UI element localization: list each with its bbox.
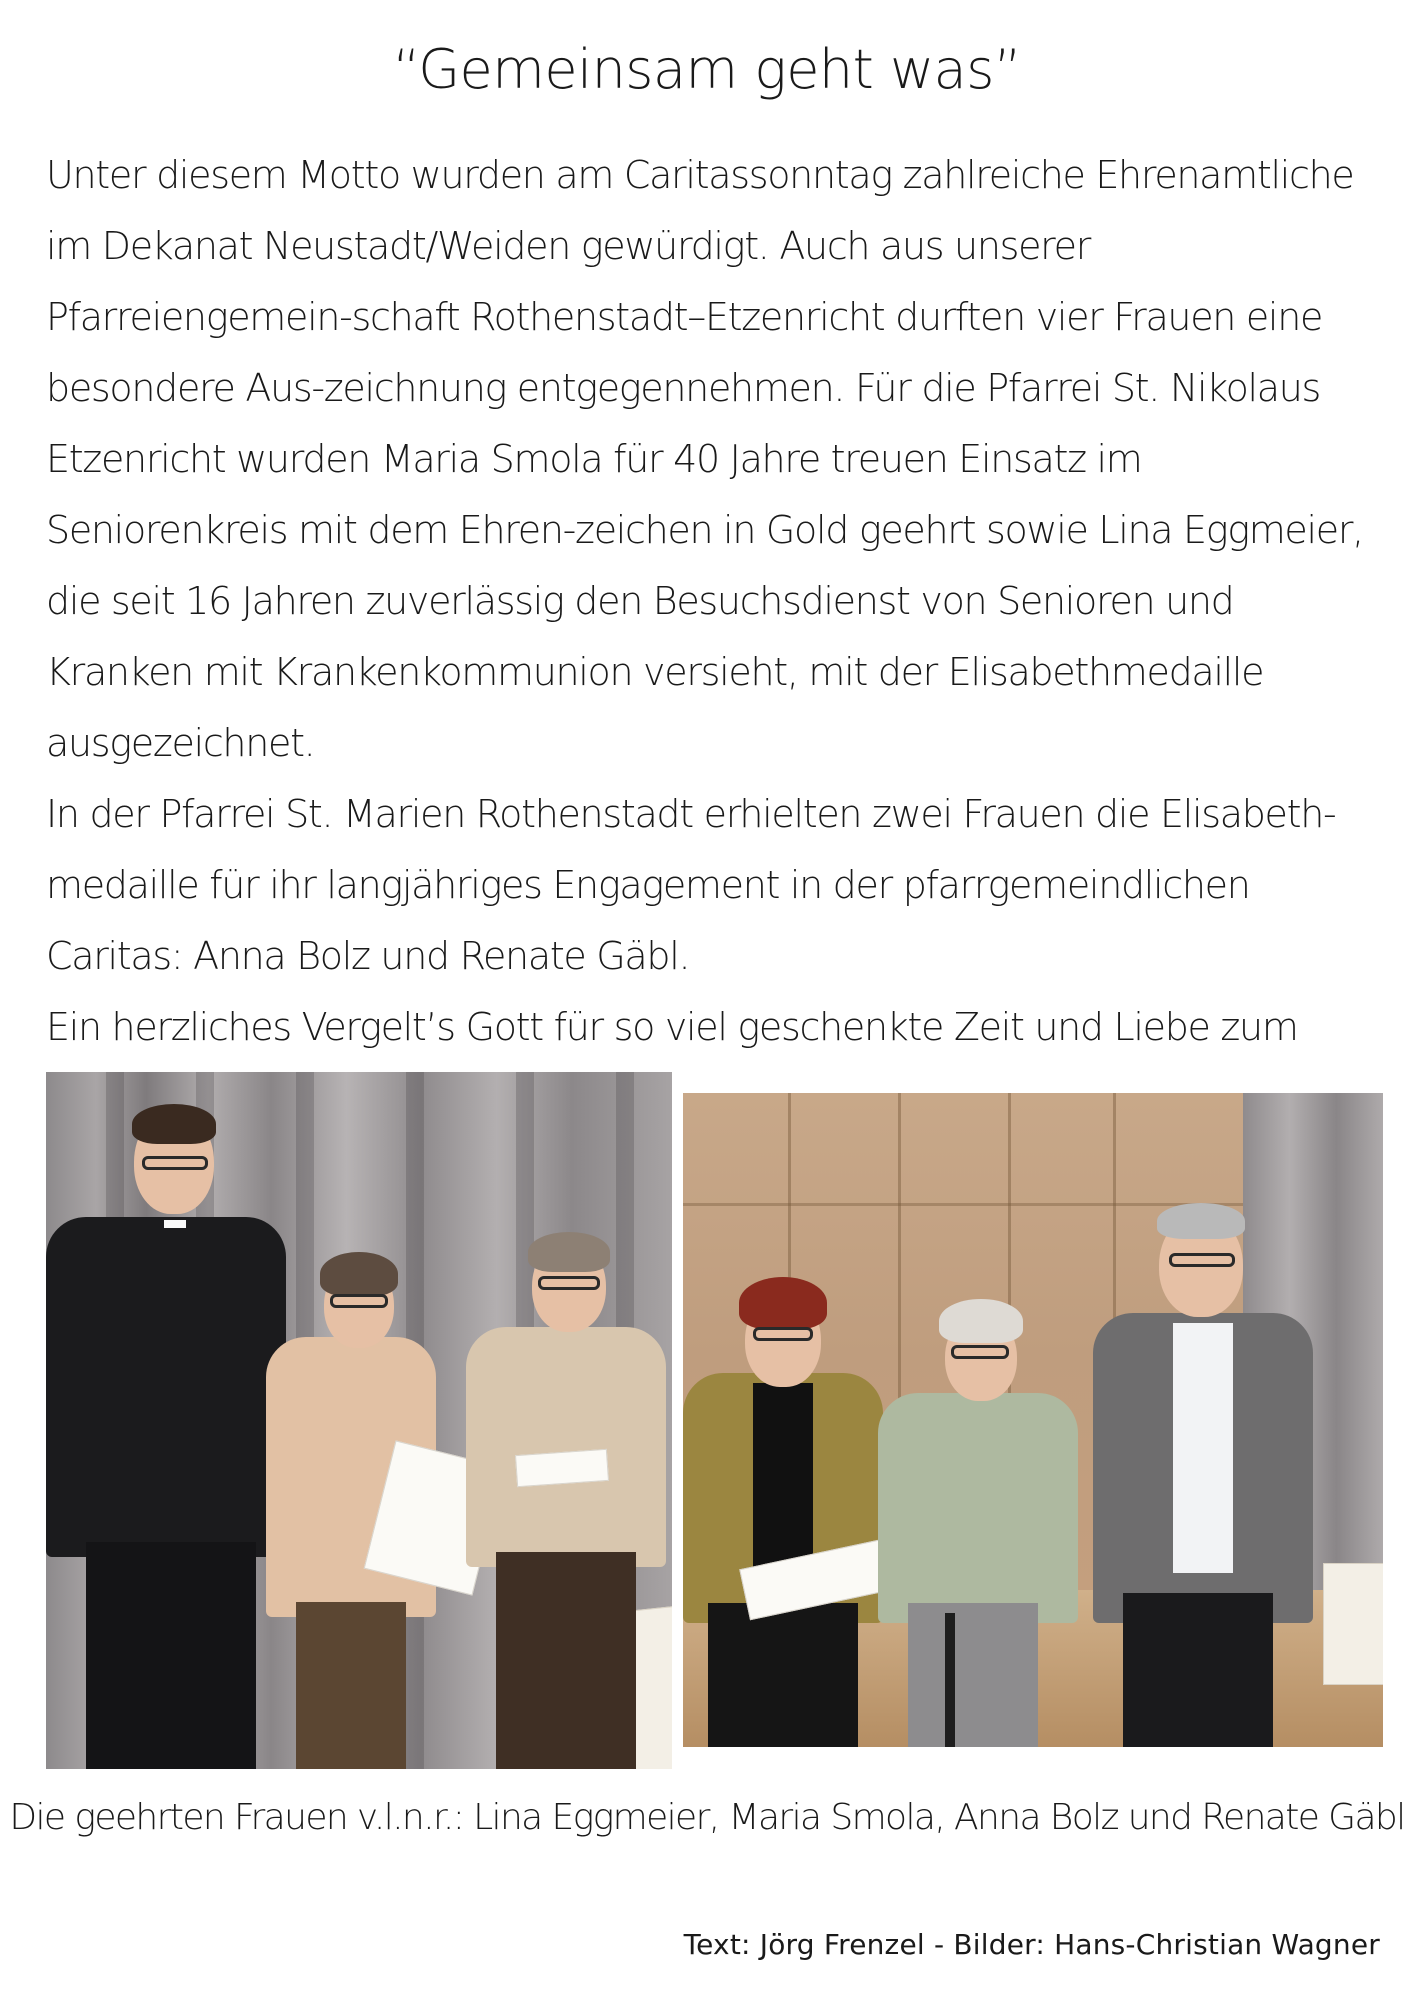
credits: Text: Jörg Frenzel - Bilder: Hans-Christian Wagner [683, 1928, 1380, 1961]
article-paragraph: In der Pfarrei St. Marien Rothenstadt erhielten zwei Frauen die Elisabeth-medaille für ihr langjähriges Engagement in der pfarrgemeindlichen Caritas: Anna Bolz und Renate Gäbl. [46, 792, 1336, 978]
article-body [46, 140, 1376, 1134]
page-title: “Gemeinsam geht was” [392, 38, 1022, 101]
photo-left [46, 1072, 672, 1769]
article-paragraph: Ein herzliches Vergelt’s Gott für so viel geschenkte Zeit und Liebe zum [46, 1005, 1298, 1049]
photo-caption: Die geehrten Frauen v.l.n.r.: Lina Eggmeier, Maria Smola, Anna Bolz und Renate Gäbl [9, 1797, 1405, 1838]
photo-right [683, 1093, 1383, 1747]
article-paragraph: Unter diesem Motto wurden am Caritassonntag zahlreiche Ehrenamtliche im Dekanat Neustadt/Weiden gewürdigt. Auch aus unserer Pfarreiengemein-schaft Rothenstadt–Etzenricht durften vier Frauen eine besondere Aus-zeichnung entgegennehmen. Für die Pfarrei St. Nikolaus Etzenricht wurden Maria Smola für 40 Jahre treuen Einsatz im Seniorenkreis mit dem Ehren-zeichen in Gold geehrt sowie Lina Eggmeier, die seit 16 Jahren zuverlässig den Besuchsdienst von Senioren und Kranken mit Krankenkommunion versieht, mit der Elisabethmedaille ausgezeichnet. [46, 153, 1363, 765]
